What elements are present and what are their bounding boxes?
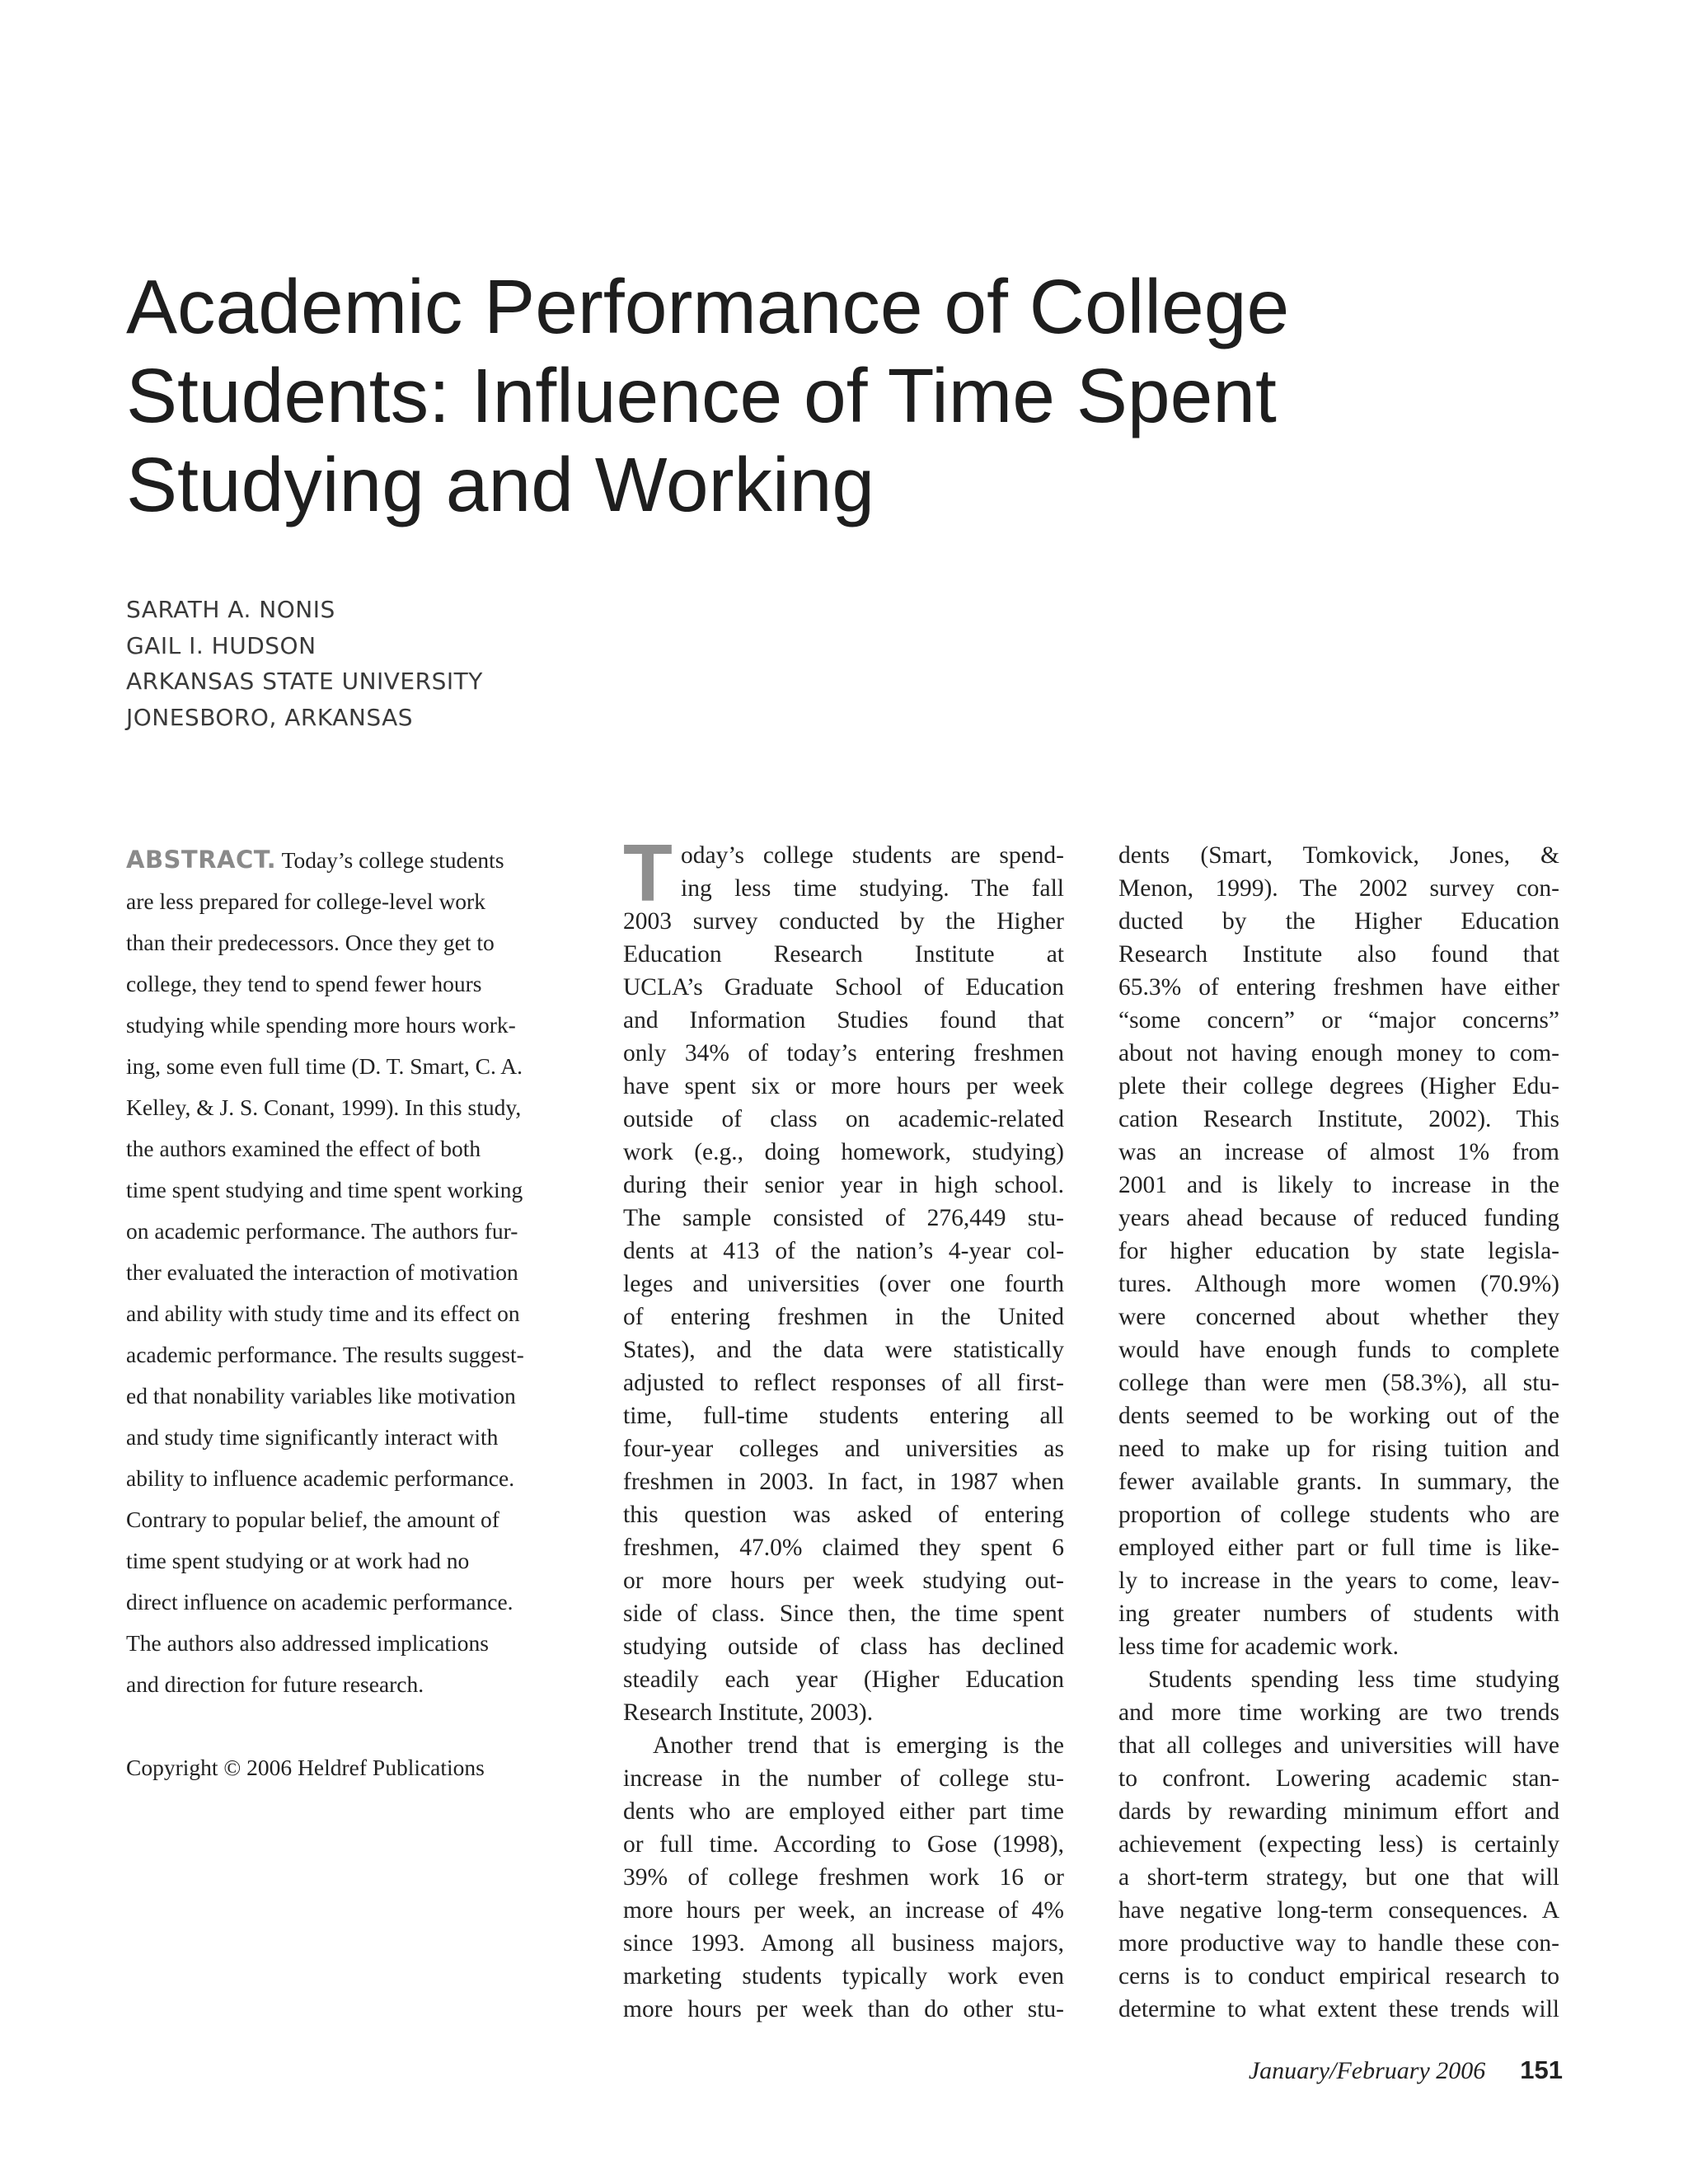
issue-date: January/February 2006	[1248, 2057, 1486, 2084]
abstract-line: the authors examined the effect of both	[126, 1136, 481, 1161]
body-text-line: freshmen, 47.0% claimed they spent 6	[623, 1535, 1064, 1561]
abstract-line: college, they tend to spend fewer hours	[126, 971, 482, 996]
article-title	[126, 262, 1362, 529]
body-text-line: increase in the number of college stu-	[623, 1765, 1064, 1792]
abstract-line: on academic performance. The authors fur-	[126, 1218, 518, 1244]
body-text-line: proportion of college students who are	[1118, 1502, 1559, 1528]
body-text-line: Research Institute, 2003).	[623, 1699, 874, 1726]
abstract-line: than their predecessors. Once they get to	[126, 930, 495, 955]
body-text-line: were concerned about whether they	[1118, 1304, 1559, 1330]
abstract-line: and study time significantly interact with	[126, 1424, 499, 1450]
page-footer	[1071, 2055, 1563, 2085]
abstract-line: and direction for future research.	[126, 1671, 424, 1697]
body-text-line: and more time working are two trends	[1118, 1699, 1559, 1726]
body-text-line: studying outside of class has declined	[623, 1633, 1064, 1660]
body-text-line: ducted by the Higher Education	[1118, 908, 1559, 935]
page-number: 151	[1520, 2055, 1563, 2084]
body-column-right	[1118, 839, 1559, 2026]
body-text-line: leges and universities (over one fourth	[623, 1271, 1064, 1297]
body-text-line: and Information Studies found that	[623, 1007, 1064, 1033]
abstract-line: time spent studying and time spent working	[126, 1177, 523, 1202]
body-text-line: achievement (expecting less) is certainly	[1118, 1831, 1559, 1858]
body-text-line: tures. Although more women (70.9%)	[1118, 1271, 1559, 1297]
author-location: JONESBORO, ARKANSAS	[126, 703, 414, 731]
body-text-line: four-year colleges and universities as	[623, 1436, 1064, 1462]
body-text-line: of entering freshmen in the United	[623, 1304, 1064, 1330]
body-text-line: 39% of college freshmen work 16 or	[623, 1864, 1064, 1891]
body-text-line: years ahead because of reduced funding	[1118, 1205, 1559, 1231]
body-text-line: fewer available grants. In summary, the	[1118, 1469, 1559, 1495]
body-text-line: employed either part or full time is like-	[1118, 1535, 1559, 1561]
body-text-line: more hours per week than do other stu-	[623, 1996, 1064, 2022]
body-text-line: ing less time studying. The fall	[681, 875, 1064, 902]
body-text-line: have negative long-term consequences. A	[1118, 1897, 1559, 1924]
body-column-middle	[623, 827, 1064, 2026]
body-text-line: dents who are employed either part time	[623, 1798, 1064, 1825]
body-text-line: Research Institute also found that	[1118, 941, 1559, 968]
author-block	[126, 592, 483, 735]
body-text-line: college than were men (58.3%), all stu-	[1118, 1370, 1559, 1396]
abstract	[126, 839, 571, 1705]
author-name: GAIL I. HUDSON	[126, 631, 316, 659]
body-text-line: Education Research Institute at	[623, 941, 1064, 968]
abstract-line: academic performance. The results suggest-	[126, 1342, 524, 1367]
body-text-line: ing greater numbers of students with	[1118, 1601, 1559, 1627]
title-line: Academic Performance of College	[126, 264, 1290, 349]
drop-cap: T	[623, 827, 673, 918]
body-text-line: freshmen in 2003. In fact, in 1987 when	[623, 1469, 1064, 1495]
body-text-line: States), and the data were statistically	[623, 1337, 1064, 1363]
body-text-line: would have enough funds to complete	[1118, 1337, 1559, 1363]
abstract-line: Kelley, & J. S. Conant, 1999). In this study,	[126, 1094, 522, 1120]
body-text-line: during their senior year in high school.	[623, 1172, 1064, 1198]
body-text-line: Menon, 1999). The 2002 survey con-	[1118, 875, 1559, 902]
author-affiliation: ARKANSAS STATE UNIVERSITY	[126, 668, 483, 695]
abstract-lines	[126, 881, 571, 1705]
title-line: Studying and Working	[126, 442, 875, 527]
abstract-line: ing, some even full time (D. T. Smart, C. A.	[126, 1053, 523, 1079]
abstract-first-line: Today’s college students	[281, 847, 504, 873]
abstract-line: ability to influence academic performance.	[126, 1465, 515, 1491]
body-text-line: that all colleges and universities will have	[1118, 1732, 1559, 1759]
abstract-label: ABSTRACT.	[126, 846, 277, 874]
body-text-line: “some concern” or “major concerns”	[1118, 1007, 1559, 1033]
body-text-line: outside of class on academic-related	[623, 1106, 1064, 1132]
body-text-line: for higher education by state legisla-	[1118, 1238, 1559, 1264]
body-text-line: time, full-time students entering all	[623, 1403, 1064, 1429]
body-text-line: Students spending less time studying	[1148, 1666, 1559, 1693]
author-name: SARATH A. NONIS	[126, 596, 335, 623]
body-text-line: UCLA’s Graduate School of Education	[623, 974, 1064, 1001]
body-text-line: dards by rewarding minimum effort and	[1118, 1798, 1559, 1825]
body-text-line: 2003 survey conducted by the Higher	[623, 908, 1064, 935]
body-text-line: less time for academic work.	[1118, 1633, 1399, 1660]
body-text-line: to confront. Lowering academic stan-	[1118, 1765, 1559, 1792]
abstract-line: The authors also addressed implications	[126, 1630, 489, 1656]
body-text-line: oday’s college students are spend-	[681, 842, 1064, 869]
body-text-line: adjusted to reflect responses of all first-	[623, 1370, 1064, 1396]
title-line: Students: Influence of Time Spent	[126, 353, 1277, 438]
abstract-line: direct influence on academic performance.	[126, 1589, 513, 1615]
body-text-line: 65.3% of entering freshmen have either	[1118, 974, 1559, 1001]
abstract-line: Contrary to popular belief, the amount of	[126, 1507, 499, 1532]
body-text-line: since 1993. Among all business majors,	[623, 1930, 1064, 1957]
abstract-line: ed that nonability variables like motivation	[126, 1383, 516, 1408]
abstract-line: studying while spending more hours work-	[126, 1012, 516, 1038]
body-text-line: a short-term strategy, but one that will	[1118, 1864, 1559, 1891]
body-text-line: was an increase of almost 1% from	[1118, 1139, 1559, 1165]
body-text-line: 2001 and is likely to increase in the	[1118, 1172, 1559, 1198]
body-text-line: more hours per week, an increase of 4%	[623, 1897, 1064, 1924]
body-text-line: or full time. According to Gose (1998),	[623, 1831, 1064, 1858]
body-text-line: dents at 413 of the nation’s 4-year col-	[623, 1238, 1064, 1264]
abstract-line: are less prepared for college-level work	[126, 888, 485, 914]
body-text-line: about not having enough money to com-	[1118, 1040, 1559, 1066]
body-text-line: ly to increase in the years to come, leav-	[1118, 1568, 1559, 1594]
body-text-line: plete their college degrees (Higher Edu-	[1118, 1073, 1559, 1099]
body-text-line: dents (Smart, Tomkovick, Jones, &	[1118, 842, 1559, 869]
body-text-line: The sample consisted of 276,449 stu-	[623, 1205, 1064, 1231]
body-text-line: have spent six or more hours per week	[623, 1073, 1064, 1099]
body-text-line: marketing students typically work even	[623, 1963, 1064, 1990]
body-text-line: only 34% of today’s entering freshmen	[623, 1040, 1064, 1066]
body-text-line: cerns is to conduct empirical research to	[1118, 1963, 1559, 1990]
body-text-line: Another trend that is emerging is the	[653, 1732, 1064, 1759]
body-text-line: or more hours per week studying out-	[623, 1568, 1064, 1594]
copyright-notice: Copyright © 2006 Heldref Publications	[126, 1755, 485, 1780]
body-text-line: more productive way to handle these con-	[1118, 1930, 1559, 1957]
body-text-line: steadily each year (Higher Education	[623, 1666, 1064, 1693]
body-text-line: determine to what extent these trends will	[1118, 1996, 1559, 2022]
body-text-line: dents seemed to be working out of the	[1118, 1403, 1559, 1429]
abstract-line: and ability with study time and its effect on	[126, 1301, 520, 1326]
body-text-line: this question was asked of entering	[623, 1502, 1064, 1528]
abstract-line	[126, 839, 571, 881]
body-text-line: need to make up for rising tuition and	[1118, 1436, 1559, 1462]
body-text-line: cation Research Institute, 2002). This	[1118, 1106, 1559, 1132]
body-text-line: work (e.g., doing homework, studying)	[623, 1139, 1064, 1165]
body-text-line: side of class. Since then, the time spent	[623, 1601, 1064, 1627]
abstract-line: time spent studying or at work had no	[126, 1548, 470, 1573]
abstract-line: ther evaluated the interaction of motivation	[126, 1259, 518, 1285]
